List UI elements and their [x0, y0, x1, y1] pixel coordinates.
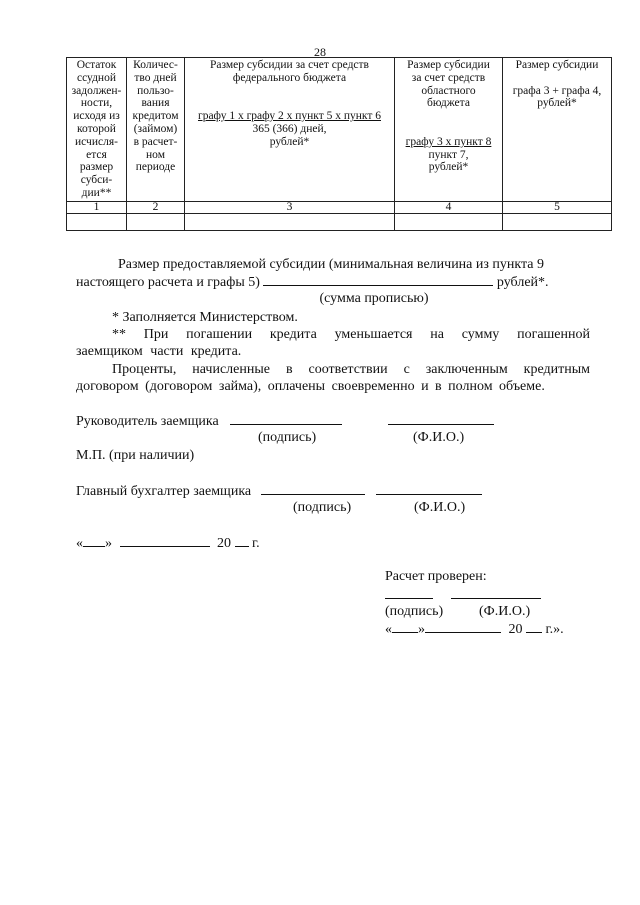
table-cell: [185, 213, 395, 230]
header-formula-line: графу 1 х графу 2 х пункт 5 х пункт 6: [197, 110, 381, 123]
footnote-loan-balance: ** При погашении кредита уменьшается на сумму погашенной заемщиком части кредита.: [76, 327, 590, 359]
accountant-label: Главный бухгалтер заемщика: [76, 484, 252, 499]
header-text-line: рублей*: [269, 135, 310, 148]
header-spacer: [187, 97, 392, 110]
date-day-blank[interactable]: [83, 534, 105, 547]
header-text-line: Количес-: [133, 59, 178, 71]
header-text-line: исчисля-: [75, 135, 118, 148]
header-text-line: ссудной: [77, 71, 116, 84]
header-text-line: рублей*: [428, 161, 469, 174]
accountant-name-caption: (Ф.И.О.): [414, 500, 466, 515]
document-date-line: [76, 534, 260, 552]
amount-currency: рублей*.: [496, 275, 549, 290]
header-text-line: федерального бюджета: [232, 71, 347, 84]
header-spacer: [397, 123, 500, 136]
header-text-line: Остаток: [76, 59, 117, 71]
subsidy-amount-paragraph: [76, 256, 590, 291]
stamp-label: М.П. (при наличии): [76, 448, 195, 463]
verification-signature-blank[interactable]: [385, 586, 433, 599]
table-cell: [395, 213, 503, 230]
header-total-subsidy: [503, 58, 612, 202]
verification-year-prefix: 20: [508, 622, 523, 637]
footnote-ministry: * Заполняется Министерством.: [112, 310, 298, 325]
date-year-prefix: 20: [217, 536, 231, 551]
verification-name-blank[interactable]: [451, 586, 541, 599]
column-number: 2: [127, 201, 185, 213]
verification-quote-close: »: [418, 622, 425, 637]
header-text-line: ном: [146, 148, 165, 161]
header-text-line: периоде: [135, 161, 176, 174]
header-regional-subsidy: [395, 58, 503, 202]
head-name-caption: (Ф.И.О.): [413, 430, 465, 445]
head-signature-blank[interactable]: [230, 412, 342, 425]
accountant-signature-blank[interactable]: [261, 482, 365, 495]
header-text-line: дии**: [81, 186, 112, 199]
verification-date-line: [385, 620, 564, 638]
header-text-line: тво дней: [134, 71, 177, 84]
column-number: 5: [503, 201, 612, 213]
subsidy-amount-text-2: настоящего расчета и графы 5): [76, 275, 260, 290]
header-text-line: кредитом: [132, 110, 179, 123]
head-signature-caption: (подпись): [258, 430, 317, 445]
header-text-line: (займом): [133, 122, 178, 135]
accountant-signature-caption: (подпись): [293, 500, 352, 515]
header-text-line: субси-: [80, 174, 113, 187]
header-federal-subsidy: [185, 58, 395, 202]
header-text-line: размер: [79, 161, 114, 174]
verification-quote-open: «: [385, 622, 392, 637]
verification-signature-caption: (подпись): [385, 604, 444, 619]
verification-signature-line: [385, 586, 541, 604]
header-text-line: пользо-: [137, 84, 174, 97]
header-text-line: Размер субсидии: [515, 59, 599, 71]
page-number: 28: [314, 45, 326, 59]
head-name-blank[interactable]: [388, 412, 494, 425]
header-text-line: пункт 7,: [428, 148, 469, 161]
date-year-suffix: г.: [252, 536, 260, 551]
header-text-line: областного: [421, 84, 476, 97]
header-text-line: вания: [141, 97, 170, 110]
column-number: 4: [395, 201, 503, 213]
verification-year-blank[interactable]: [526, 620, 542, 633]
verification-day-blank[interactable]: [392, 620, 418, 633]
date-year-blank[interactable]: [235, 534, 249, 547]
verification-month-blank[interactable]: [425, 620, 501, 633]
header-text-line: в расчет-: [133, 135, 178, 148]
header-text-line: ности,: [80, 97, 113, 110]
verification-title: Расчет проверен:: [385, 569, 487, 584]
header-text-line: за счет средств: [411, 71, 486, 84]
header-formula-line: графу 3 х пункт 8: [405, 135, 492, 148]
table-cell: [503, 213, 612, 230]
header-text-line: графа 3 + графа 4,: [512, 84, 602, 97]
head-signature-line: [76, 412, 494, 430]
amount-blank-line[interactable]: [263, 273, 493, 286]
accountant-name-blank[interactable]: [376, 482, 482, 495]
table-data-row: [67, 213, 612, 230]
header-loan-balance: [67, 58, 127, 202]
verification-name-caption: (Ф.И.О.): [479, 604, 531, 619]
accountant-signature-line: [76, 482, 482, 500]
table-header-row: [67, 58, 612, 202]
subsidy-amount-text: Размер предоставляемой субсидии (минимальная величина из пункта 9: [118, 257, 545, 272]
table-cell: [67, 213, 127, 230]
header-text-line: рублей*: [537, 97, 577, 110]
head-label: Руководитель заемщика: [76, 414, 219, 429]
header-spacer: [397, 110, 500, 123]
verification-year-suffix: г.».: [545, 622, 564, 637]
header-text-line: которой: [77, 122, 116, 135]
date-quote-close: »: [105, 536, 112, 551]
subsidy-calculation-table: [66, 57, 612, 231]
amount-words-caption: (сумма прописью): [319, 291, 429, 306]
date-month-blank[interactable]: [120, 534, 210, 547]
header-text-line: задолжен-: [71, 84, 122, 97]
header-text-line: Размер субсидии за счет средств: [210, 59, 369, 71]
column-number: 1: [67, 201, 127, 213]
table-cell: [127, 213, 185, 230]
header-text-line: Размер субсидии: [407, 59, 490, 71]
header-spacer: [505, 72, 609, 85]
date-quote-open: «: [76, 536, 83, 551]
header-text-line: исходя из: [73, 110, 120, 123]
header-text-line: ется: [86, 148, 107, 161]
column-number-row: [67, 201, 612, 213]
header-days-of-use: [127, 58, 185, 202]
column-number: 3: [185, 201, 395, 213]
header-spacer: [187, 85, 392, 98]
header-text-line: бюджета: [427, 97, 470, 110]
interest-paid-statement: Проценты, начисленные в соответствии с заключенным кредитным договором (договором займа), оплачены своевременно и в полном объеме.: [76, 362, 590, 394]
header-text-line: 365 (366) дней,: [252, 122, 327, 135]
